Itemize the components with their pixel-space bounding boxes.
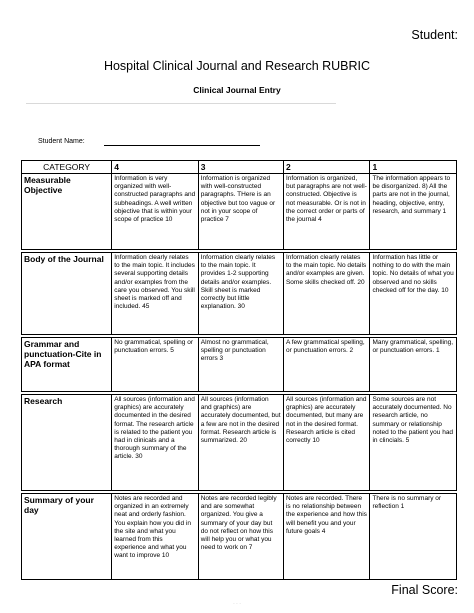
rubric-cell: All sources (information and graphics) are accurately documented, but many are not in the desired format. Research article is cited correctly 10: [283, 395, 369, 491]
rubric-cell: A few grammatical spelling, or punctuation errors. 2: [283, 338, 369, 392]
rubric-cell: Notes are recorded. There is no relationship between the experience and how this will benefit you and your future goals 4: [283, 494, 369, 580]
header-category: CATEGORY: [22, 161, 112, 174]
rubric-cell: Information is organized with well-constructed paragraphs. THere is an objective but too vague or not in your scope of practice 7: [198, 174, 283, 250]
criterion-label: Summary of your day: [22, 494, 112, 580]
rubric-cell: Almost no grammatical, spelling or punctuation errors 3: [198, 338, 283, 392]
criterion-label: Body of the Journal: [22, 253, 112, 335]
rubric-cell: Notes are recorded and organized in an extremely neat and orderly fashion. You explain how you did in the site and what you learned from this experience and what you want to improve 10: [112, 494, 198, 580]
table-row: [22, 395, 457, 491]
rubric-cell: Information clearly relates to the main topic. It provides 1-2 supporting details and/or examples. Skill sheet is marked correctly but little explanation. 30: [198, 253, 283, 335]
page-number-mark: · · ·: [233, 601, 241, 607]
criterion-label: Research: [22, 395, 112, 491]
header-level-2: 2: [283, 161, 369, 174]
table-row: [22, 338, 457, 392]
divider-line: [26, 103, 336, 104]
header-level-3: 3: [198, 161, 283, 174]
rubric-cell: Information clearly relates to the main topic. It includes several supporting details and/or examples from the care you observed. You skill sheet is marked off and included. 45: [112, 253, 198, 335]
rubric-cell: The information appears to be disorganized. 8) All the parts are not in the journal, heading, objective, entry, research, and summary 1: [370, 174, 457, 250]
page-title: Hospital Clinical Journal and Research RUBRIC: [103, 59, 371, 73]
rubric-cell: No grammatical, spelling or punctuation errors. 5: [112, 338, 198, 392]
final-score-label: Final Score:: [391, 583, 458, 597]
student-name-label: Student Name:: [38, 138, 85, 145]
rubric-cell: Information is very organized with well-constructed paragraphs and subheadings. A well written objective that is within your scope of practice 10: [112, 174, 198, 250]
rubric-cell: Information is organized, but paragraphs are not well-constructed. Objective is not measurable. Or is not in the correct order or parts of the journal 4: [283, 174, 369, 250]
rubric-cell: All sources (information and graphics) are accurately documented, but a few are not in the desired format. Research article is summarized. 20: [198, 395, 283, 491]
student-label: Student:: [411, 28, 458, 42]
rubric-cell: Many grammatical, spelling, or punctuation errors. 1: [370, 338, 457, 392]
rubric-cell: Information clearly relates to the main topic. No details and/or examples are given. Some skills checked off. 20: [283, 253, 369, 335]
header-level-4: 4: [112, 161, 198, 174]
criterion-label: Grammar and punctuation-Cite in APA format: [22, 338, 112, 392]
rubric-cell: Information has little or nothing to do with the main topic. No details of what you observed and no skills checked off for the day. 10: [370, 253, 457, 335]
rubric-cell: All sources (information and graphics) are accurately documented in the desired format. The research article is related to the patient you had in clinicals and a thorough summary of the article. 30: [112, 395, 198, 491]
rubric-cell: Notes are recorded legibly and are somewhat organized. You give a summary of your day but do not reflect on how this will help you or what you need to work on 7: [198, 494, 283, 580]
table-row: [22, 253, 457, 335]
rubric-cell: There is no summary or reflection 1: [370, 494, 457, 580]
rubric-table: [21, 160, 457, 580]
criterion-label: Measurable Objective: [22, 174, 112, 250]
rubric-cell: Some sources are not accurately documented. No research article, no summary or relationship noted to the patient you had in clincials. 5: [370, 395, 457, 491]
table-row: [22, 494, 457, 580]
header-level-1: 1: [370, 161, 457, 174]
student-name-field[interactable]: [104, 145, 260, 146]
table-row: [22, 174, 457, 250]
page-subtitle: Clinical Journal Entry: [193, 85, 281, 95]
table-header-row: [22, 161, 457, 174]
